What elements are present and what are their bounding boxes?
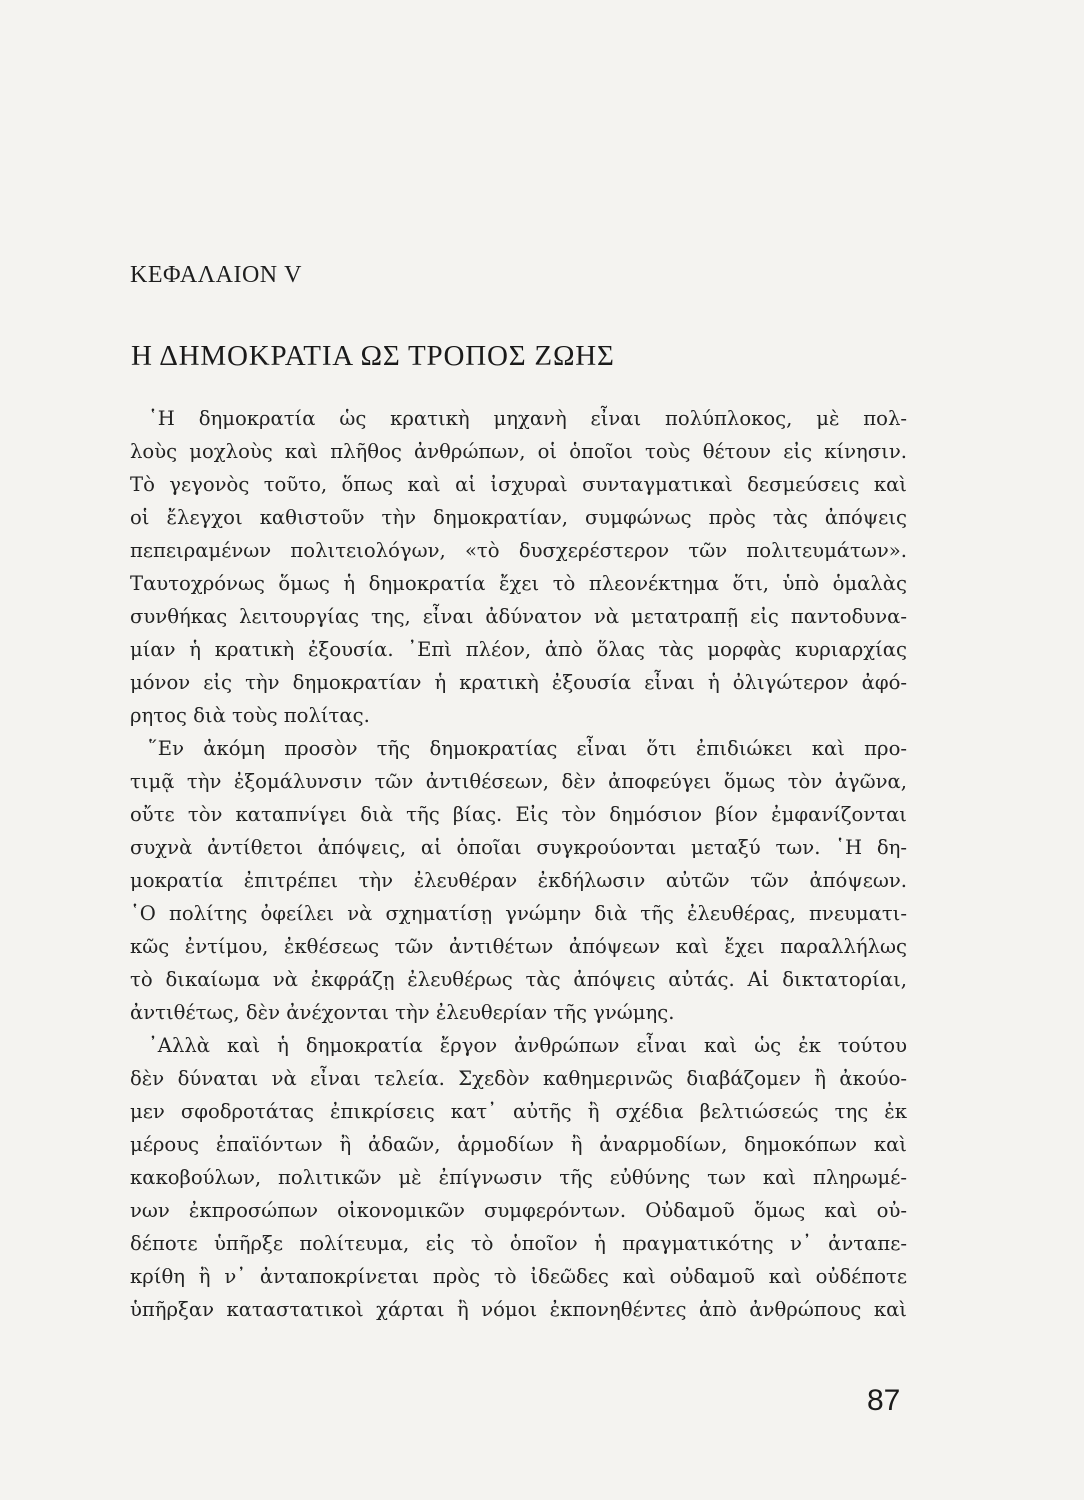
page-number: 87 <box>867 1384 901 1417</box>
text-line: ῾Η δημοκρατία ὡς κρατικὴ μηχανὴ εἶναι πολύπλοκος, μὲ πολ- <box>148 407 907 430</box>
text-line: δὲν δύναται νὰ εἶναι τελεία. Σχεδὸν καθημερινῶς διαβάζομεν ἢ ἀκούο- <box>130 1067 907 1090</box>
text-line: κρίθη ἢ ν᾿ ἀνταποκρίνεται πρὸς τὸ ἰδεῶδες καὶ οὐδαμοῦ καὶ οὐδέποτε <box>130 1265 907 1288</box>
text-line: συνθήκας λειτουργίας της, εἶναι ἀδύνατον νὰ μετατραπῇ εἰς παντοδυνα- <box>130 605 907 628</box>
text-line: τὸ δικαίωμα νὰ ἐκφράζῃ ἐλευθέρως τὰς ἀπόψεις αὐτάς. Αἱ δικτατορίαι, <box>130 968 907 991</box>
text-line: νων ἐκπροσώπων οἰκονομικῶν συμφερόντων. Οὐδαμοῦ ὅμως καὶ οὐ- <box>130 1199 907 1222</box>
text-line: ἀντιθέτως, δὲν ἀνέχονται τὴν ἐλευθερίαν τῆς γνώμης. <box>130 1001 675 1024</box>
text-line: μίαν ἡ κρατικὴ ἐξουσία. ᾿Επὶ πλέον, ἀπὸ ὅλας τὰς μορφὰς κυριαρχίας <box>130 638 907 661</box>
text-line: Τὸ γεγονὸς τοῦτο, ὅπως καὶ αἱ ἰσχυραὶ συνταγματικαὶ δεσμεύσεις καὶ <box>130 473 907 496</box>
text-line: ὑπῆρξαν καταστατικοὶ χάρται ἢ νόμοι ἐκπονηθέντες ἀπὸ ἀνθρώπους καὶ <box>130 1298 907 1321</box>
text-line: λοὺς μοχλοὺς καὶ πλῆθος ἀνθρώπων, οἱ ὁποῖοι τοὺς θέτουν εἰς κίνησιν. <box>130 440 907 463</box>
chapter-title: Η ΔΗΜΟΚΡΑΤΙΑ ΩΣ ΤΡΟΠΟΣ ΖΩΗΣ <box>131 340 615 372</box>
text-line: ῾Ο πολίτης ὀφείλει νὰ σχηματίσῃ γνώμην διὰ τῆς ἐλευθέρας, πνευματι- <box>130 902 907 925</box>
text-line: κῶς ἐντίμου, ἐκθέσεως τῶν ἀντιθέτων ἀπόψεων καὶ ἔχει παραλλήλως <box>130 935 907 958</box>
text-line: ᾿Αλλὰ καὶ ἡ δημοκρατία ἔργον ἀνθρώπων εἶναι καὶ ὡς ἐκ τούτου <box>148 1034 907 1057</box>
text-line: μοκρατία ἐπιτρέπει τὴν ἐλευθέραν ἐκδήλωσιν αὐτῶν τῶν ἀπόψεων. <box>130 869 907 892</box>
text-line: οὔτε τὸν καταπνίγει διὰ τῆς βίας. Εἰς τὸν δημόσιον βίον ἐμφανίζονται <box>130 803 907 826</box>
text-line: Ταυτοχρόνως ὅμως ἡ δημοκρατία ἔχει τὸ πλεονέκτημα ὅτι, ὑπὸ ὁμαλὰς <box>130 572 907 595</box>
text-line: τιμᾷ τὴν ἐξομάλυνσιν τῶν ἀντιθέσεων, δὲν ἀποφεύγει ὅμως τὸν ἀγῶνα, <box>130 770 907 793</box>
text-line: ῞Εν ἀκόμη προσὸν τῆς δημοκρατίας εἶναι ὅτι ἐπιδιώκει καὶ προ- <box>148 737 907 760</box>
text-line: πεπειραμένων πολιτειολόγων, «τὸ δυσχερέστερον τῶν πολιτευμάτων». <box>130 539 907 562</box>
text-line: μόνον εἰς τὴν δημοκρατίαν ἡ κρατικὴ ἐξουσία εἶναι ἡ ὀλιγώτερον ἀφό- <box>130 671 907 694</box>
text-line: συχνὰ ἀντίθετοι ἀπόψεις, αἱ ὁποῖαι συγκρούονται μεταξύ των. ῾Η δη- <box>130 836 907 859</box>
text-line: κακοβούλων, πολιτικῶν μὲ ἐπίγνωσιν τῆς εὐθύνης των καὶ πληρωμέ- <box>130 1166 907 1189</box>
chapter-label: ΚΕΦΑΛΑΙΟΝ V <box>130 262 302 288</box>
body-text <box>130 402 907 1326</box>
text-line: ρητος διὰ τοὺς πολίτας. <box>130 704 370 727</box>
text-line: δέποτε ὑπῆρξε πολίτευμα, εἰς τὸ ὁποῖον ἡ πραγματικότης ν᾿ ἀνταπε- <box>130 1232 907 1255</box>
text-line: οἱ ἔλεγχοι καθιστοῦν τὴν δημοκρατίαν, συμφώνως πρὸς τὰς ἀπόψεις <box>130 506 907 529</box>
text-line: μεν σφοδροτάτας ἐπικρίσεις κατ᾿ αὐτῆς ἢ σχέδια βελτιώσεώς της ἐκ <box>130 1100 907 1123</box>
text-line: μέρους ἐπαϊόντων ἢ ἀδαῶν, ἁρμοδίων ἢ ἀναρμοδίων, δημοκόπων καὶ <box>130 1133 907 1156</box>
